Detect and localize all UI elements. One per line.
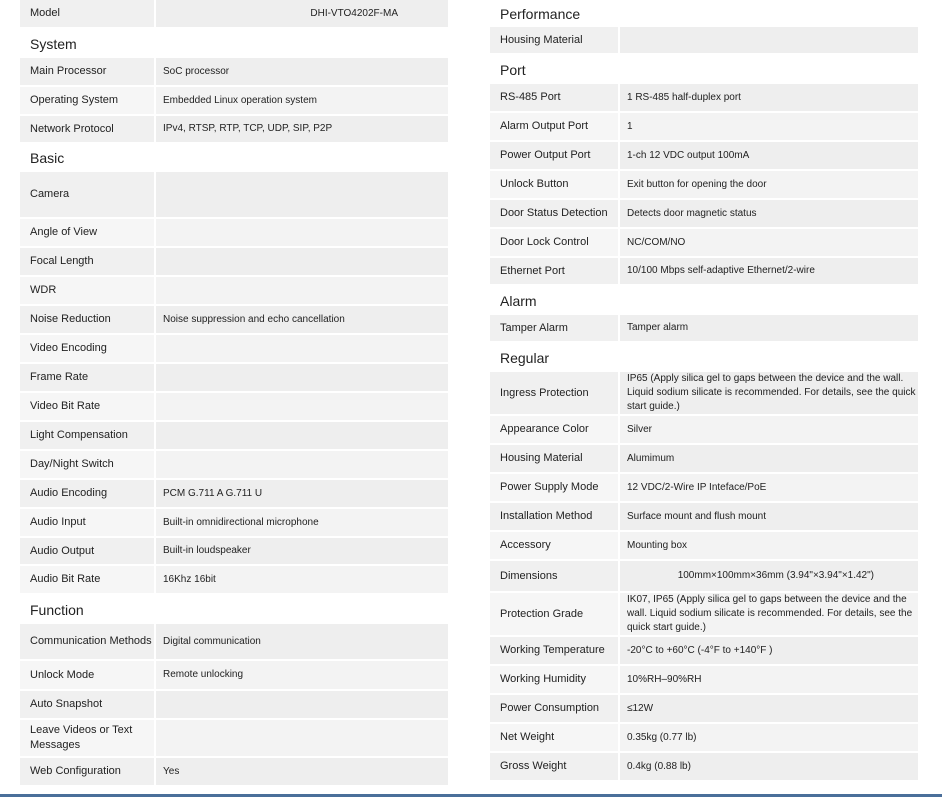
spec-row (490, 474, 918, 503)
spec-row (490, 372, 918, 416)
spec-value: Mounting box (618, 532, 918, 559)
spec-value (154, 691, 448, 718)
spec-value: -20°C to +60°C (-4°F to +140°F ) (618, 637, 918, 664)
spec-label: Focal Length (30, 255, 94, 267)
spec-row (20, 219, 448, 248)
spec-value: Yes (154, 758, 448, 785)
spec-label: Angle of View (30, 226, 98, 238)
spec-label: Main Processor (30, 65, 107, 77)
spec-value: 1 (618, 113, 918, 140)
spec-label: Appearance Color (500, 423, 589, 435)
spec-row (20, 87, 448, 116)
section-title-basic: Basic (30, 150, 65, 166)
spec-row (20, 624, 448, 661)
spec-row (490, 532, 918, 561)
spec-value (154, 248, 448, 275)
right-spec-column (490, 0, 918, 782)
spec-row (20, 335, 448, 364)
spec-label: Housing Material (500, 33, 583, 46)
spec-label: Network Protocol (30, 122, 114, 135)
spec-label: WDR (30, 284, 57, 296)
spec-value: Built-in loudspeaker (154, 538, 448, 564)
spec-row (490, 753, 918, 782)
spec-row (20, 661, 448, 691)
spec-label: Camera (30, 188, 70, 200)
spec-label: Alarm Output Port (500, 120, 589, 132)
spec-value: IP65 (Apply silica gel to gaps between the device and the wall. Liquid sodium silicate is recommended. For details, see the quick start guide.) (618, 372, 918, 414)
section-title-alarm: Alarm (500, 292, 537, 309)
spec-row (20, 172, 448, 219)
spec-label: Leave Videos or Text Messages (30, 724, 133, 751)
spec-label: Unlock Button (500, 178, 569, 190)
spec-row (490, 724, 918, 753)
spec-row (490, 593, 918, 637)
spec-label: Power Output Port (500, 149, 591, 161)
spec-label: Tamper Alarm (500, 321, 568, 334)
spec-label: Audio Output (30, 544, 95, 557)
spec-row (490, 416, 918, 445)
spec-label: Door Status Detection (500, 207, 608, 219)
spec-label: Working Temperature (500, 644, 605, 656)
spec-label: Noise Reduction (30, 313, 111, 325)
spec-value: PCM G.711 A G.711 U (154, 480, 448, 507)
spec-value (154, 393, 448, 420)
spec-row (20, 720, 448, 758)
spec-label: Power Consumption (500, 702, 600, 714)
section-title-function: Function (30, 601, 84, 618)
spec-label: Operating System (30, 94, 119, 106)
spec-value: 10/100 Mbps self-adaptive Ethernet/2-wire (618, 258, 918, 284)
spec-row (20, 691, 448, 720)
spec-row (20, 480, 448, 509)
spec-value: Silver (618, 416, 918, 443)
spec-row (490, 445, 918, 474)
spec-label: Unlock Mode (30, 668, 95, 681)
spec-row (490, 666, 918, 695)
spec-row (20, 509, 448, 538)
spec-label: Audio Bit Rate (30, 573, 101, 585)
spec-row (20, 248, 448, 277)
spec-row (490, 171, 918, 200)
spec-label: Dimensions (500, 569, 558, 582)
spec-row (490, 200, 918, 229)
spec-value: Exit button for opening the door (618, 171, 918, 198)
spec-row (20, 364, 448, 393)
spec-row (490, 503, 918, 532)
spec-value (154, 219, 448, 246)
spec-value: Digital communication (154, 624, 448, 659)
spec-row (490, 84, 918, 113)
spec-label: Web Configuration (30, 765, 121, 777)
spec-value: Built-in omnidirectional microphone (154, 509, 448, 536)
spec-value: 12 VDC/2-Wire IP Inteface/PoE (618, 474, 918, 501)
section-title-system: System (30, 35, 77, 52)
spec-row (490, 27, 918, 55)
spec-value (154, 720, 448, 756)
spec-value (618, 27, 918, 53)
spec-value: ≤12W (618, 695, 918, 722)
spec-label: Power Supply Mode (500, 481, 599, 493)
spec-label: Video Bit Rate (30, 400, 101, 412)
spec-label: RS-485 Port (500, 91, 561, 103)
spec-value (154, 335, 448, 362)
spec-value: 1 RS-485 half-duplex port (618, 84, 918, 111)
spec-value (154, 422, 448, 449)
spec-row (490, 113, 918, 142)
spec-value: Embedded Linux operation system (154, 87, 448, 114)
spec-label: Frame Rate (30, 371, 89, 383)
spec-label: Audio Encoding (30, 487, 108, 499)
spec-row (20, 277, 448, 306)
spec-row-model (20, 0, 448, 29)
spec-label: Housing Material (500, 452, 583, 464)
spec-row (20, 758, 448, 787)
spec-value: Detects door magnetic status (618, 200, 918, 227)
spec-row (490, 258, 918, 286)
spec-row (20, 538, 448, 566)
spec-label: Ingress Protection (500, 386, 589, 399)
section-title-regular: Regular (500, 349, 550, 366)
spec-label: Installation Method (500, 510, 593, 522)
spec-value: 0.4kg (0.88 lb) (618, 753, 918, 780)
spec-row (490, 561, 918, 593)
spec-value: DHI-VTO4202F-MA (154, 0, 448, 27)
bottom-divider (0, 794, 942, 797)
spec-row (20, 451, 448, 480)
spec-value (154, 364, 448, 391)
spec-label: Door Lock Control (500, 236, 589, 248)
spec-label: Audio Input (30, 516, 86, 528)
spec-value: 0.35kg (0.77 lb) (618, 724, 918, 751)
spec-value: Remote unlocking (154, 661, 448, 689)
spec-label: Communication Methods (30, 635, 152, 647)
section-title-performance: Performance (500, 5, 581, 22)
spec-label: Gross Weight (500, 760, 567, 772)
spec-value: SoC processor (154, 58, 448, 85)
section-title-port: Port (500, 61, 526, 78)
spec-row (20, 393, 448, 422)
spec-row (20, 116, 448, 144)
spec-row (490, 315, 918, 343)
spec-row (490, 142, 918, 171)
spec-value: Noise suppression and echo cancellation (154, 306, 448, 333)
spec-value: 1-ch 12 VDC output 100mA (618, 142, 918, 169)
spec-label: Ethernet Port (500, 264, 565, 277)
spec-row (20, 422, 448, 451)
spec-value: 16Khz 16bit (154, 566, 448, 593)
spec-label: Working Humidity (500, 673, 586, 685)
spec-label: Light Compensation (30, 429, 128, 441)
spec-label: Net Weight (500, 731, 555, 743)
spec-value: Tamper alarm (618, 315, 918, 341)
spec-value: NC/COM/NO (618, 229, 918, 256)
spec-value (154, 277, 448, 304)
spec-value: Alumimum (618, 445, 918, 472)
spec-row (490, 695, 918, 724)
spec-label: Auto Snapshot (30, 698, 103, 710)
spec-row (20, 58, 448, 87)
spec-label: Accessory (500, 539, 551, 551)
left-spec-column (20, 0, 448, 787)
spec-label: Video Encoding (30, 342, 107, 354)
spec-value: 100mm×100mm×36mm (3.94"×3.94"×1.42") (618, 561, 918, 591)
spec-row (490, 637, 918, 666)
spec-value: 10%RH–90%RH (618, 666, 918, 693)
spec-row (20, 306, 448, 335)
spec-value: IK07, IP65 (Apply silica gel to gaps between the device and the wall. Liquid sodium silicate is recommended. For details, see the quick start guide.) (618, 593, 918, 635)
spec-row (20, 566, 448, 595)
spec-value: IPv4, RTSP, RTP, TCP, UDP, SIP, P2P (154, 116, 448, 142)
spec-value (154, 451, 448, 478)
spec-label: Day/Night Switch (30, 458, 114, 470)
spec-label: Model (30, 7, 60, 19)
spec-value (154, 172, 448, 217)
spec-row (490, 229, 918, 258)
spec-value: Surface mount and flush mount (618, 503, 918, 530)
spec-label: Protection Grade (500, 607, 584, 620)
